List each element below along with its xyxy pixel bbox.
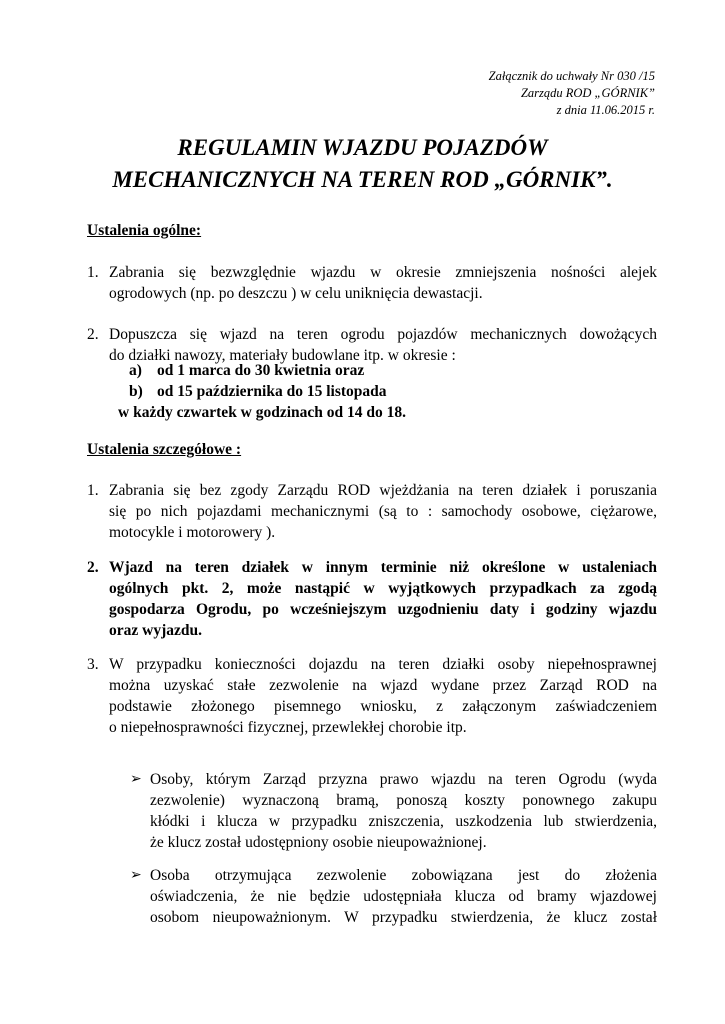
- general-heading: Ustalenia ogólne:: [87, 222, 202, 239]
- item-line: podstawie złożonego pisemnego wniosku, z załączonym zaświadczeniem: [109, 698, 657, 715]
- item-number: 1.: [87, 482, 99, 499]
- bullet-item-2: [130, 865, 657, 928]
- item-number: 2.: [87, 559, 99, 576]
- item-line: do działki nawozy, materiały budowlane itp. w okresie :: [109, 347, 456, 364]
- period-a-text: od 1 marca do 30 kwietnia oraz: [157, 362, 365, 379]
- item-line: ogrodowych (np. po deszczu ) w celu uniknięcia dewastacji.: [109, 285, 483, 302]
- arrow-bullet-icon: ➢: [130, 772, 142, 787]
- item-number: 1.: [87, 264, 99, 281]
- general-item-2: [87, 324, 657, 366]
- annex-line-2: Zarządu ROD „GÓRNIK”: [520, 86, 655, 100]
- arrow-bullet-icon: ➢: [130, 868, 142, 883]
- bullet-line: kłódki i klucza w przypadku zniszczenia, uszkodzenia lub stwierdzenia,: [150, 813, 657, 830]
- bullet-line: zezwolenie) wyznaczoną bramą, ponoszą koszty ponownego zakupu: [150, 792, 657, 809]
- detailed-heading: Ustalenia szczegółowe :: [87, 441, 242, 458]
- general-item-1: [87, 262, 657, 304]
- item-line: gospodarza Ogrodu, po wcześniejszym uzgodnieniu daty i godziny wjazdu: [109, 601, 657, 618]
- detailed-item-3: [87, 654, 657, 738]
- item-line: Zabrania się bezwzględnie wjazdu w okresie zmniejszenia nośności alejek: [109, 264, 657, 281]
- bullet-line: oświadczenia, że nie będzie udostępniała klucza od bramy wjazdowej: [150, 888, 657, 905]
- bullet-line: Osoby, którym Zarząd przyzna prawo wjazdu na teren Ogrodu (wyda: [150, 771, 657, 788]
- detailed-item-2: [87, 557, 657, 641]
- period-a-label: a): [129, 362, 142, 379]
- annex-note: [489, 68, 655, 119]
- title-line-1: REGULAMIN WJAZDU POJAZDÓW: [177, 135, 548, 160]
- detailed-item-1: [87, 480, 657, 543]
- item-line: Dopuszcza się wjazd na teren ogrodu pojazdów mechanicznych dowożących: [109, 326, 657, 343]
- item-line: ogólnych pkt. 2, może nastąpić w wyjątkowych przypadkach za zgodą: [109, 580, 657, 597]
- item-line: W przypadku konieczności dojazdu na teren działki osoby niepełnosprawnej: [109, 656, 657, 673]
- document-title: [0, 132, 725, 196]
- annex-line-1: Załącznik do uchwały Nr 030 /15: [488, 69, 655, 83]
- bullet-line: Osoba otrzymująca zezwolenie zobowiązana jest do złożenia: [150, 867, 657, 884]
- item-line: Wjazd na teren działek w innym terminie niż określone w ustaleniach: [109, 559, 657, 576]
- annex-line-3: z dnia 11.06.2015 r.: [556, 103, 655, 117]
- item-line: się po nich pojazdami mechanicznymi (są to : samochody osobowe, ciężarowe,: [109, 503, 657, 520]
- item-line: o niepełnosprawności fizycznej, przewlekłej chorobie itp.: [109, 719, 467, 736]
- item-line: motocykle i motorowery ).: [109, 524, 276, 541]
- bullet-line: że klucz został udostępniony osobie nieupoważnionej.: [150, 834, 487, 851]
- item-line: można uzyskać stałe zezwolenie na wjazd wydane przez Zarząd ROD na: [109, 677, 657, 694]
- item-line: Zabrania się bez zgody Zarządu ROD wjeżdżania na teren działek i poruszania: [109, 482, 657, 499]
- bullet-line: osobom nieupoważnionym. W przypadku stwierdzenia, że klucz został: [150, 909, 657, 926]
- period-b-label: b): [129, 383, 143, 400]
- item-line: oraz wyjazdu.: [109, 622, 202, 639]
- item-number: 2.: [87, 326, 99, 343]
- weekly-schedule: w każdy czwartek w godzinach od 14 do 18.: [118, 404, 407, 421]
- item-number: 3.: [87, 656, 99, 673]
- title-line-2: MECHANICZNYCH NA TEREN ROD „GÓRNIK”.: [112, 167, 613, 192]
- bullet-item-1: [130, 769, 657, 853]
- period-b-text: od 15 października do 15 listopada: [157, 383, 387, 400]
